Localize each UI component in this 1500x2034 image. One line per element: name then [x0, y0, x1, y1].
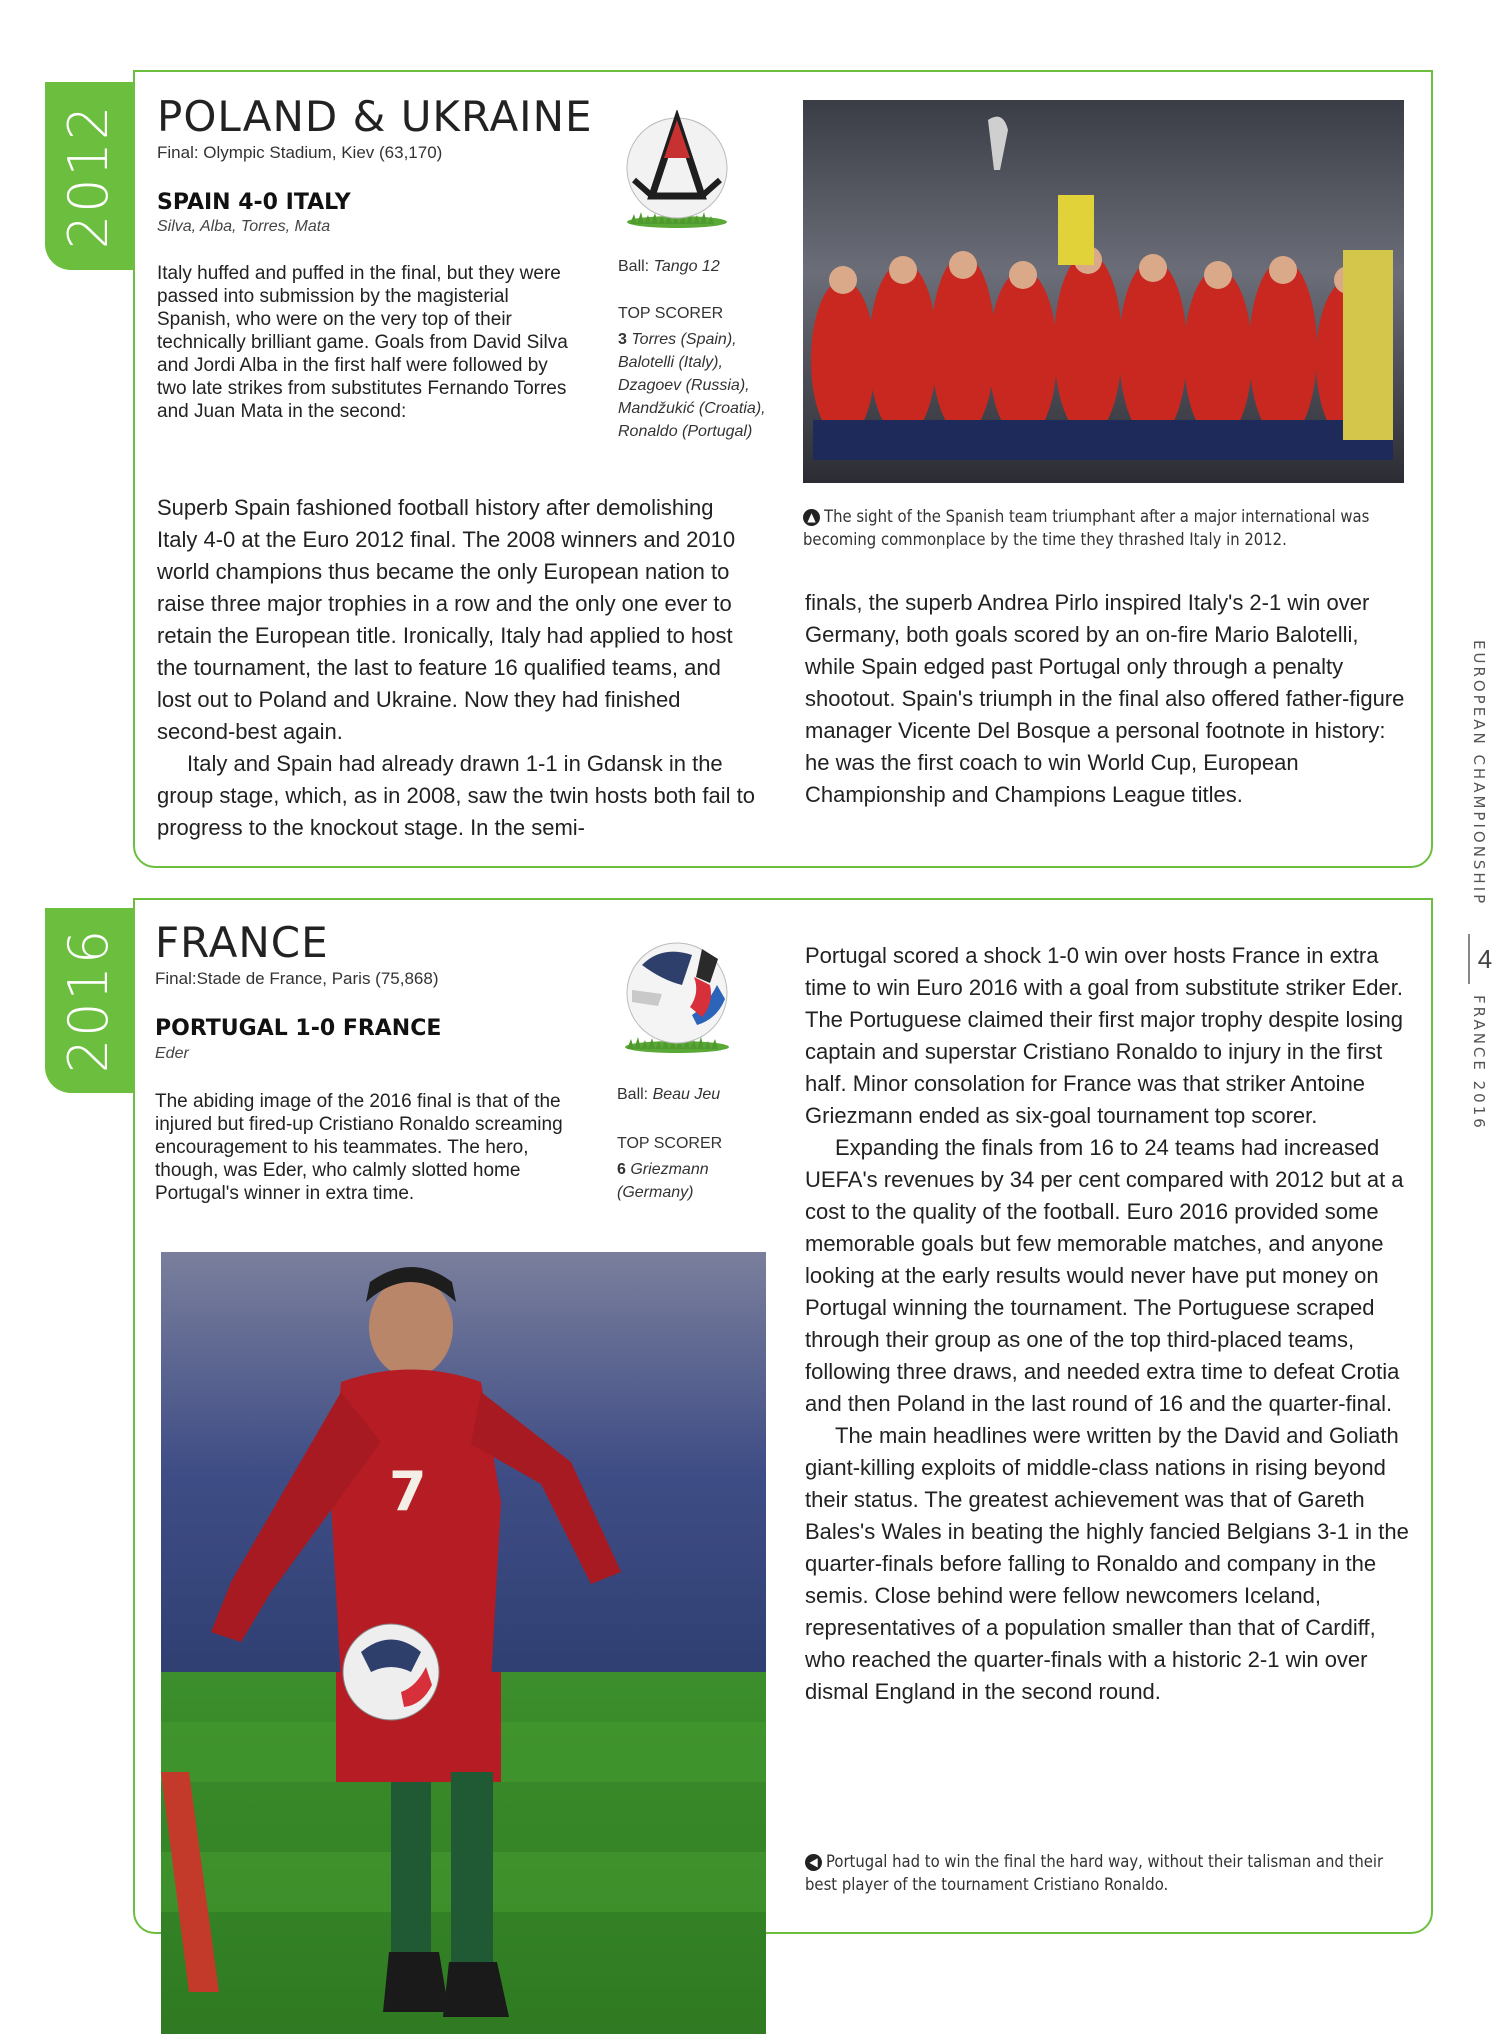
top-scorer-count: 3: [618, 331, 627, 348]
top-scorer-label: TOP SCORER: [617, 1135, 723, 1152]
final-venue: Final: Olympic Stadium, Kiev (63,170): [157, 143, 443, 162]
ronaldo-photo: [161, 1252, 766, 2034]
running-head-text: EUROPEAN CHAMPIONSHIP: [1470, 640, 1488, 907]
running-head-year: [1468, 995, 1492, 1145]
body-paragraph: The main headlines were written by the David and Goliath giant-killing exploits of middle-class nations in rising beyond their status. The greatest achievement was that of Gareth Bales's Wales in beating the highly fancied Belgians 3-1 in the quarter-finals before falling to Ronaldo and company in the semis. Close behind were fellow newcomers Iceland, representatives of a population smaller than that of Cardiff, who reached the quarter-finals with a historic 2-1 win over dismal England in the second round.: [805, 1423, 1409, 1704]
body-paragraph: Expanding the finals from 16 to 24 teams had increased UEFA's revenues by 34 per cent compared with 2012 but at a cost to the quality of the football. Euro 2016 provided some memorable goals but few memorable matches, and anyone looking at the early results would never have put money on Portugal winning the tournament. The Portuguese scraped through their group as one of the top third-placed teams, following three draws, and needed extra time to defeat Crotia and then Poland in the last round of 16 and the quarter-final.: [805, 1135, 1404, 1416]
page-number: 4: [1468, 934, 1500, 984]
body-paragraph: finals, the superb Andrea Pirlo inspired Italy's 2-1 win over Germany, both goals scored by an on-fire Mario Balotelli, while Spain edged past Portugal only through a penalty shootout. Spain's triumph in the final also offered father-figure manager Vicente Del Bosque a personal footnote in history: he was the first coach to win World Cup, European Championship and Champions League titles.: [805, 590, 1405, 807]
ball-name: Tango 12: [653, 258, 720, 275]
year-tab-2012: [45, 82, 133, 270]
body-column-right: [805, 587, 1405, 811]
year-tab-2016: [45, 908, 133, 1093]
top-scorer-label: TOP SCORER: [618, 305, 724, 322]
section-title: FRANCE: [155, 918, 329, 967]
top-scorer-list: Torres (Spain), Balotelli (Italy), Dzagoev (Russia), Mandžukić (Croatia), Ronaldo (Portugal): [618, 331, 766, 440]
year-label: 2016: [57, 927, 121, 1074]
final-result: PORTUGAL 1-0 FRANCE: [155, 1016, 442, 1041]
caption-text: Portugal had to win the final the hard way, without their talisman and their best player of the tournament Cristiano Ronaldo.: [805, 1852, 1384, 1894]
body-column-left: [157, 492, 757, 844]
top-scorer-names: [618, 328, 778, 443]
running-head-year-text: FRANCE 2016: [1470, 995, 1488, 1131]
body-paragraph: Superb Spain fashioned football history after demolishing Italy 4-0 at the Euro 2012 final. The 2008 winners and 2010 world champions thus became the only European nation to raise three major trophies in a row and the only one ever to retain the European title. Ironically, Italy had applied to host the tournament, the last to feature 16 qualified teams, and lost out to Poland and Ukraine. Now they had finished second-best again.: [157, 495, 736, 744]
final-venue: Final:Stade de France, Paris (75,868): [155, 969, 439, 988]
ball-label: Ball:: [617, 1086, 649, 1103]
caption-text: The sight of the Spanish team triumphant after a major international was becoming commonplace by the time they thrashed Italy in 2012.: [803, 507, 1370, 549]
arrow-left-icon: ◀: [805, 1854, 822, 1871]
running-head: [1468, 640, 1492, 930]
arrow-up-icon: ▲: [803, 509, 820, 526]
year-label: 2012: [57, 103, 121, 249]
photo-caption: [803, 505, 1413, 551]
ball-label: Ball:: [618, 258, 650, 275]
ball-info: [617, 1086, 720, 1104]
goal-scorers: Eder: [155, 1045, 189, 1062]
spain-team-photo: [803, 100, 1404, 483]
top-scorer-list: Griezmann (Germany): [617, 1161, 709, 1201]
body-column-right: [805, 940, 1417, 1708]
ball-image: [612, 935, 752, 1055]
final-result: SPAIN 4-0 ITALY: [157, 190, 351, 215]
section-title: POLAND & UKRAINE: [157, 92, 593, 141]
shirt-number: 7: [389, 1460, 427, 1523]
photo-caption: [805, 1850, 1417, 1896]
intro-text: The abiding image of the 2016 final is that of the injured but fired-up Cristiano Ronaldo screaming encouragement to his teammates. The hero, though, was Eder, who calmly slotted home Portugal's winner in extra time.: [155, 1091, 563, 1204]
top-scorer-count: 6: [617, 1161, 626, 1178]
intro-text: Italy huffed and puffed in the final, but they were passed into submission by the magisterial Spanish, who were on the very top of their technically brilliant game. Goals from David Silva and Jordi Alba in the first half were followed by two late strikes from substitutes Fernando Torres and Juan Mata in the second:: [157, 263, 568, 422]
top-scorer-names: [617, 1158, 747, 1204]
ball-info: [618, 258, 720, 276]
body-paragraph: Italy and Spain had already drawn 1-1 in Gdansk in the group stage, which, as in 2008, saw the twin hosts both fail to progress to the knockout stage. In the semi-: [157, 751, 756, 840]
body-paragraph: Portugal scored a shock 1-0 win over hosts France in extra time to win Euro 2016 with a goal from substitute striker Eder. The Portuguese claimed their first major trophy despite losing captain and superstar Cristiano Ronaldo to injury in the first half. Minor consolation for France was that striker Antoine Griezmann ended as six-goal tournament top scorer.: [805, 943, 1403, 1128]
ball-name: Beau Jeu: [652, 1086, 721, 1103]
ball-image: [612, 110, 752, 230]
goal-scorers: Silva, Alba, Torres, Mata: [157, 218, 331, 235]
